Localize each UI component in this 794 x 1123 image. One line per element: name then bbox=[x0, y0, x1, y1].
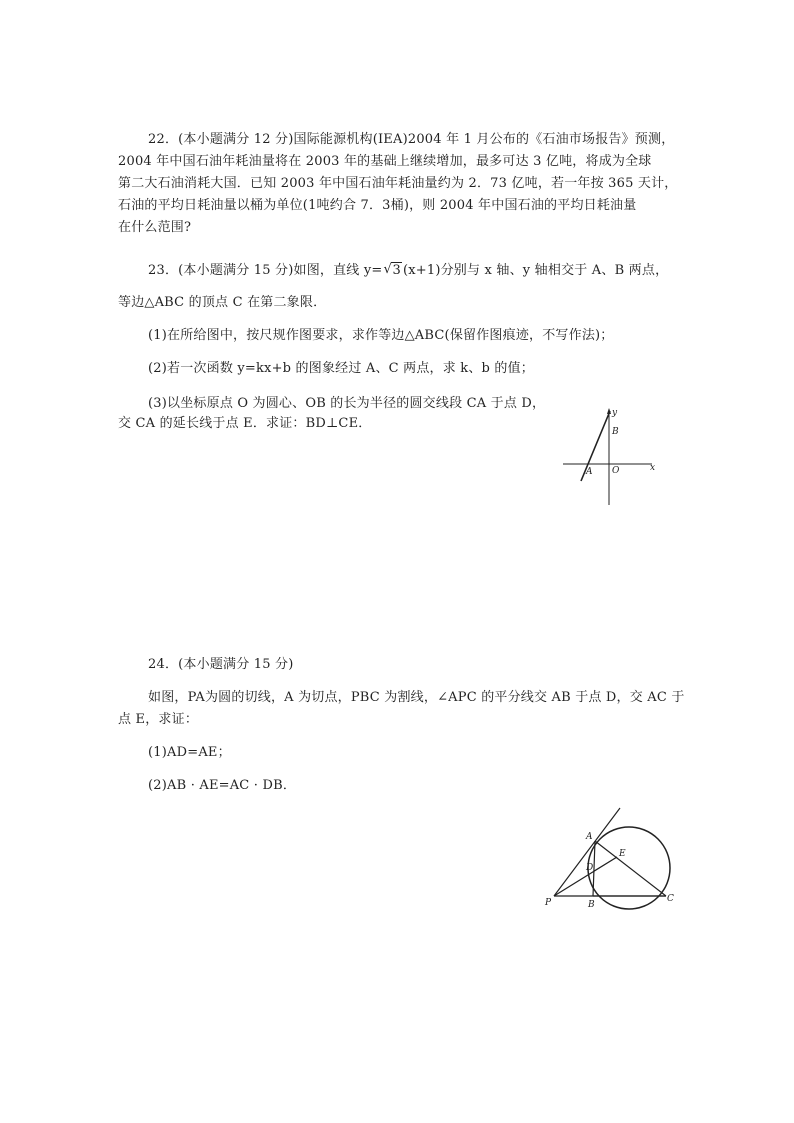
q22-line3: 第二大石油消耗大国．已知 2003 年中国石油年耗油量约为 2．73 亿吨，若一年按 365 天计， bbox=[118, 176, 678, 191]
label-y: y bbox=[612, 408, 618, 418]
line-de bbox=[594, 857, 617, 871]
q23-part1: (1)在所给图中，按尺规作图要求，求作等边△ABC(保留作图痕迹，不写作法)； bbox=[148, 328, 614, 343]
sqrt-argument: 3 bbox=[392, 263, 401, 278]
q23-line1-pre: 23．(本小题满分 15 分)如图，直线 y= bbox=[148, 263, 383, 278]
q23-line1-post: (x+1)分别与 x 轴、y 轴相交于 A、B 两点， bbox=[402, 263, 669, 278]
line-ac bbox=[595, 841, 666, 896]
label-c: C bbox=[667, 894, 674, 904]
label-a: A bbox=[586, 832, 593, 842]
q24-line1: 24．(本小题满分 15 分) bbox=[148, 657, 294, 672]
q22-line1: 22．(本小题满分 12 分)国际能源机构(IEA)2004 年 1 月公布的《石油市场报告》预测， bbox=[148, 132, 675, 147]
q23-line2: 等边△ABC 的顶点 C 在第二象限． bbox=[118, 295, 327, 310]
label-x: x bbox=[650, 463, 656, 473]
sqrt-symbol bbox=[383, 262, 401, 280]
q23-part2: (2)若一次函数 y=kx+b 的图象经过 A、C 两点，求 k、b 的值； bbox=[148, 361, 535, 376]
q23-coordinate-figure bbox=[560, 405, 670, 510]
q24-line2: 如图，PA为圆的切线，A 为切点，PBC 为割线，∠APC 的平分线交 AB 于点 D，交 AC 于 bbox=[148, 690, 685, 705]
label-a: A bbox=[586, 467, 593, 477]
q24-part1: (1)AD=AE； bbox=[148, 745, 231, 760]
q24-line3: 点 E，求证： bbox=[118, 712, 199, 727]
q22-line4: 石油的平均日耗油量以桶为单位(1吨约合 7．3桶)，则 2004 年中国石油的平均日耗油量 bbox=[118, 198, 637, 213]
q22-line5: 在什么范围? bbox=[118, 220, 192, 235]
q22-line2: 2004 年中国石油年耗油量将在 2003 年的基础上继续增加，最多可达 3 亿吨，将成为全球 bbox=[118, 154, 652, 169]
label-d: D bbox=[586, 863, 594, 873]
label-e: E bbox=[619, 849, 626, 859]
label-b: B bbox=[588, 900, 595, 910]
q23-part3a: (3)以坐标原点 O 为圆心、OB 的长为半径的圆交线段 CA 于点 D， bbox=[148, 396, 546, 411]
label-p: P bbox=[545, 898, 552, 908]
label-o: O bbox=[612, 466, 620, 476]
q23-part3b: 交 CA 的延长线于点 E．求证：BD⊥CE． bbox=[118, 416, 372, 431]
q24-circle-figure bbox=[540, 805, 680, 915]
label-b: B bbox=[612, 427, 619, 437]
q23-line1 bbox=[148, 262, 668, 280]
q24-part2: (2)AB · AE=AC · DB． bbox=[148, 778, 297, 793]
